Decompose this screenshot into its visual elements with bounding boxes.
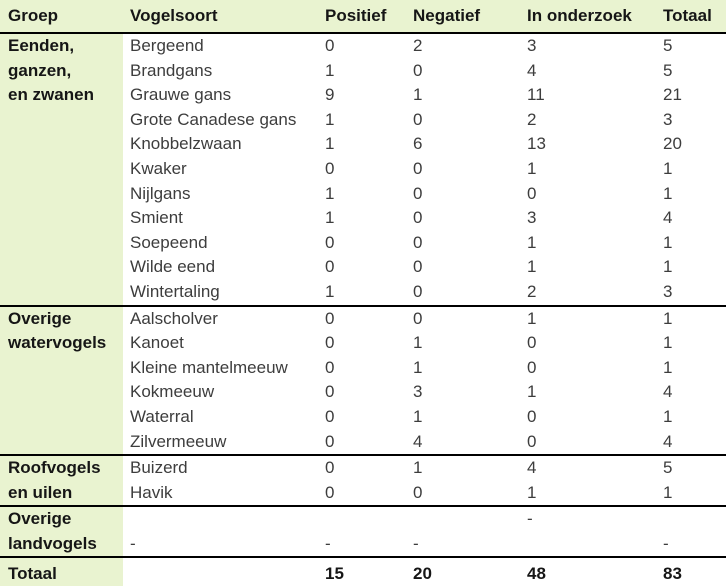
value-cell-in-onderzoek: 0 [527, 183, 537, 203]
value-cell-in-onderzoek: - [520, 506, 656, 532]
value-cell-positief: 0 [318, 306, 406, 332]
value-cell-positief: 0 [325, 406, 335, 426]
value-cell-positief: 0 [325, 232, 335, 252]
species-cell: Kokmeeuw [130, 382, 215, 402]
group-cell: Roofvogels en uilen [0, 455, 123, 506]
table-footer [0, 557, 726, 586]
value-cell-negatief: 1 [413, 357, 423, 377]
species-cell: Buizerd [123, 455, 318, 481]
species-cell: Kwaker [130, 158, 187, 178]
value-cell-negatief: 6 [413, 134, 423, 154]
value-cell-negatief: 0 [413, 482, 423, 502]
value-cell-positief: 0 [325, 431, 335, 451]
column-header-positief: Positief [318, 0, 406, 33]
species-cell: Waterral [130, 406, 194, 426]
value-cell-in-onderzoek: 1 [520, 306, 656, 332]
value-cell-in-onderzoek: 1 [527, 257, 537, 277]
value-cell-positief: 0 [318, 33, 406, 59]
value-cell-negatief: - [413, 533, 419, 553]
value-cell-totaal: 1 [656, 306, 726, 332]
value-cell-in-onderzoek: 2 [527, 109, 537, 129]
value-cell-positief: 0 [325, 357, 335, 377]
value-cell-in-onderzoek: 1 [527, 382, 537, 402]
total-value-totaal: 83 [656, 557, 726, 586]
value-cell-in-onderzoek: 3 [527, 208, 537, 228]
value-cell-negatief: 0 [406, 306, 520, 332]
column-header-totaal: Totaal [656, 0, 726, 33]
value-cell-totaal: 5 [656, 33, 726, 59]
value-cell-negatief: 3 [413, 382, 423, 402]
species-cell: Soepeend [130, 232, 208, 252]
total-value-negatief: 20 [406, 557, 520, 586]
value-cell-negatief: 1 [413, 85, 423, 105]
value-cell-totaal: 3 [663, 109, 673, 129]
value-cell-negatief: 0 [413, 257, 423, 277]
species-cell: Havik [130, 482, 173, 502]
species-cell: Zilvermeeuw [130, 431, 227, 451]
value-cell-positief: 1 [325, 208, 335, 228]
header-row [0, 0, 726, 33]
species-cell: Wilde eend [130, 257, 216, 277]
value-cell-negatief: 1 [406, 455, 520, 481]
value-cell-totaal: 20 [663, 134, 682, 154]
species-cell: Kanoet [130, 333, 184, 353]
value-cell-in-onderzoek: 1 [527, 482, 537, 502]
value-cell-totaal: 1 [663, 232, 673, 252]
total-row [0, 557, 726, 586]
total-value-positief: 15 [318, 557, 406, 586]
group-cell: Eenden, ganzen, en zwanen [0, 33, 123, 306]
value-cell-positief: 0 [325, 482, 335, 502]
value-cell-in-onderzoek: 11 [527, 85, 545, 105]
value-cell-negatief: 0 [413, 281, 423, 301]
table-header [0, 0, 726, 33]
value-cell-in-onderzoek: 1 [527, 232, 537, 252]
value-cell-totaal: 1 [663, 482, 673, 502]
value-cell-positief: 1 [325, 183, 335, 203]
table-row [0, 306, 726, 332]
total-value-in-onderzoek: 48 [520, 557, 656, 586]
value-cell-positief: 0 [318, 455, 406, 481]
value-cell-in-onderzoek: 1 [527, 158, 537, 178]
value-cell-in-onderzoek: 4 [520, 455, 656, 481]
value-cell-negatief: 1 [413, 333, 423, 353]
value-cell-negatief: 4 [413, 431, 423, 451]
column-header-groep: Groep [0, 0, 123, 33]
value-cell-positief: 1 [325, 134, 335, 154]
value-cell-negatief: 0 [413, 232, 423, 252]
value-cell-positief: 0 [325, 158, 335, 178]
value-cell-negatief: 1 [413, 406, 423, 426]
value-cell-totaal: 4 [663, 382, 673, 402]
value-cell-negatief: 0 [413, 60, 423, 80]
value-cell-totaal: 1 [663, 357, 673, 377]
species-cell [123, 506, 318, 532]
value-cell-positief: 0 [325, 382, 335, 402]
species-cell: Bergeend [123, 33, 318, 59]
species-cell: Knobbelzwaan [130, 134, 242, 154]
value-cell-negatief [406, 506, 520, 532]
group-cell: Overige landvogels [0, 506, 123, 557]
table-row [0, 33, 726, 59]
species-cell: Brandgans [130, 60, 213, 80]
value-cell-totaal: 21 [663, 85, 682, 105]
value-cell-totaal: 5 [663, 60, 673, 80]
species-cell: Aalscholver [123, 306, 318, 332]
species-cell: Nijlgans [130, 183, 191, 203]
value-cell-totaal: 4 [663, 431, 673, 451]
column-header-negatief: Negatief [406, 0, 520, 33]
table-row [0, 506, 726, 532]
value-cell-positief: 1 [325, 281, 335, 301]
value-cell-positief: 1 [325, 109, 335, 129]
total-label: Totaal [0, 557, 123, 586]
value-cell-totaal: 4 [663, 208, 673, 228]
value-cell-totaal: 1 [663, 406, 673, 426]
value-cell-totaal: 1 [663, 158, 673, 178]
value-cell-negatief: 2 [406, 33, 520, 59]
value-cell-positief: - [325, 533, 331, 553]
value-cell-positief: 0 [325, 257, 335, 277]
value-cell-in-onderzoek: 3 [520, 33, 656, 59]
value-cell-in-onderzoek: 0 [527, 406, 537, 426]
column-header-vogelsoort: Vogelsoort [123, 0, 318, 33]
value-cell-in-onderzoek: 0 [527, 357, 537, 377]
species-cell: Grote Canadese gans [130, 109, 297, 129]
value-cell-negatief: 0 [413, 158, 423, 178]
value-cell-in-onderzoek [520, 532, 656, 558]
group-cell: Overige watervogels [0, 306, 123, 456]
value-cell-totaal: - [663, 533, 669, 553]
species-cell: Kleine mantelmeeuw [130, 357, 288, 377]
table-row [0, 455, 726, 481]
value-cell-totaal: 1 [663, 183, 673, 203]
value-cell-totaal: 1 [663, 333, 673, 353]
species-cell: Wintertaling [130, 281, 220, 301]
value-cell-positief: 9 [325, 85, 335, 105]
value-cell-negatief: 0 [413, 208, 423, 228]
total-species-cell [123, 557, 318, 586]
value-cell-in-onderzoek: 2 [527, 281, 537, 301]
species-cell: Grauwe gans [130, 85, 232, 105]
value-cell-positief: 1 [325, 60, 335, 80]
value-cell-positief [318, 506, 406, 532]
value-cell-positief: 0 [325, 333, 335, 353]
value-cell-negatief: 0 [413, 183, 423, 203]
value-cell-in-onderzoek: 0 [527, 333, 537, 353]
column-header-in-onderzoek: In onderzoek [520, 0, 656, 33]
value-cell-negatief: 0 [413, 109, 423, 129]
value-cell-in-onderzoek: 13 [527, 134, 546, 154]
value-cell-totaal [656, 506, 726, 532]
value-cell-in-onderzoek: 0 [527, 431, 537, 451]
table-body [0, 33, 726, 557]
species-cell: - [130, 533, 136, 553]
value-cell-in-onderzoek: 4 [527, 60, 537, 80]
value-cell-totaal: 1 [663, 257, 673, 277]
species-cell: Smient [130, 208, 183, 228]
value-cell-totaal: 3 [663, 281, 673, 301]
value-cell-totaal: 5 [656, 455, 726, 481]
